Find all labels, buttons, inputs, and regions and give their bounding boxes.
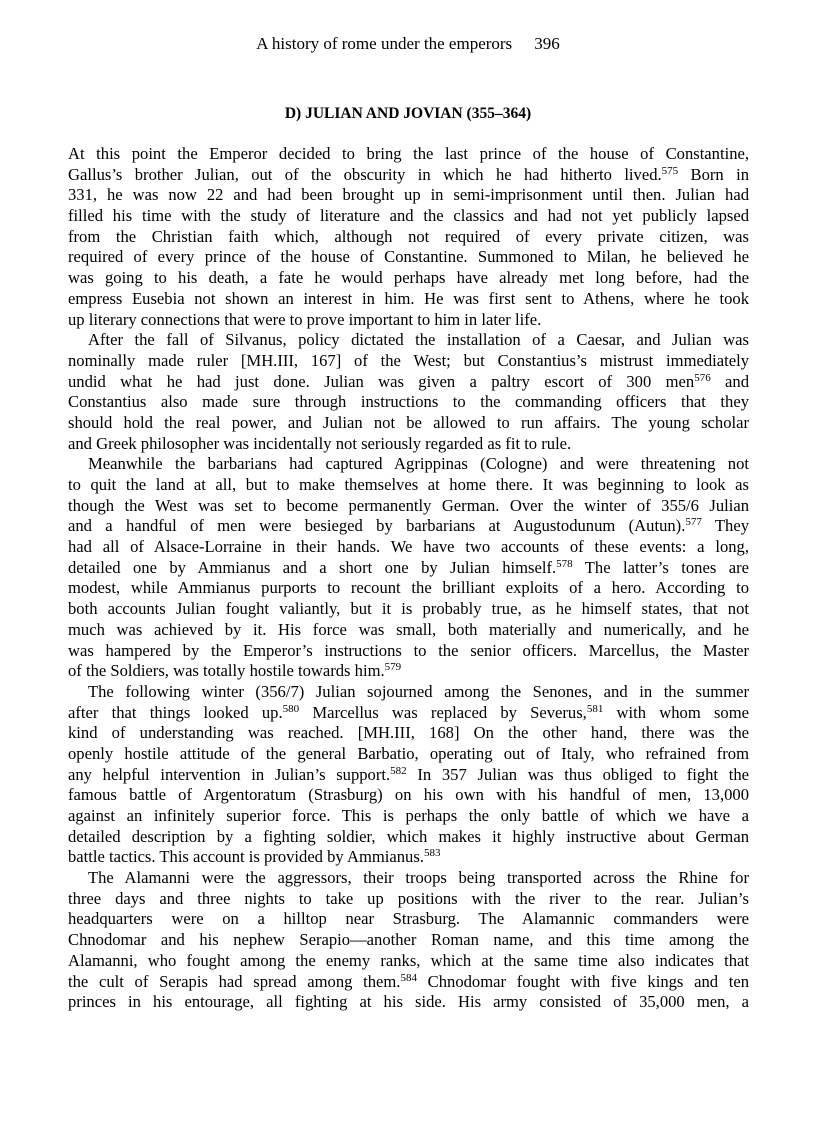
footnote-reference[interactable]: 576 [694,371,711,384]
text-line: Meanwhile the barbarians had captured Agrippinas (Cologne) and were threatening not [88,454,749,474]
text-line: detailed description by a fighting soldier, which makes it highly instructive about German [68,826,749,846]
paragraph [68,682,749,868]
footnote-reference[interactable]: 575 [661,164,679,177]
text-line: headquarters were on a hilltop near Strasburg. The Alamannic commanders were [68,909,749,929]
text-line: though the West was set to become permanently German. Over the winter of 355/6 Julian [68,495,749,515]
footnote-reference[interactable]: 577 [685,516,702,529]
text-line: both accounts Julian fought valiantly, but it is probably true, as he himself states, that not [68,599,749,619]
text-line: battle tactics. This account is provided by Ammianus.$^{583}$ [68,847,441,867]
text-line: Constantius also made sure through instructions to the commanding officers that they [68,392,749,412]
text-line: much was achieved by it. His force was small, both materially and numerically, and he [68,619,749,639]
text-line: any helpful intervention in Julian’s support.$^{582}$ In 357 Julian was thus obliged to fight the [68,764,749,784]
running-title: A history of rome under the emperors [256,34,513,53]
text-line: princes in his entourage, all fighting at his side. His army consisted of 35,000 men, a [68,992,749,1012]
text-line: Gallus’s brother Julian, out of the obscurity in which he had hitherto lived.$^{575}$ Born in [68,164,749,184]
text-line: After the fall of Silvanus, policy dictated the installation of a Caesar, and Julian was [88,330,749,350]
text-line: kind of understanding was reached. [MH.III, 168] On the other hand, there was the [68,723,749,743]
text-line: three days and three nights to take up positions with the river to the rear. Julian’s [68,888,749,908]
text-line: Alamanni, who fought among the enemy ranks, which at the same time also indicates that [68,950,749,970]
footnote-reference[interactable]: 584 [400,971,417,984]
paragraph [68,330,749,454]
text-line: Chnodomar and his nephew Serapio—another Roman name, and this time among the [68,930,749,950]
text-line: the cult of Serapis had spread among them.$^{584}$ Chnodomar fought with five kings and ten [68,971,750,991]
text-line: should hold the real power, and Julian not be allowed to run affairs. The young scholar [68,412,749,432]
footnote-reference[interactable]: 583 [423,847,441,860]
text-line: was going to his death, a fate he would perhaps have already met long before, had the [68,268,749,288]
text-line: 331, he was now 22 and had been brought up in semi-imprisonment until then. Julian had [68,185,749,205]
text-line: modest, while Ammianus purports to recount the brilliant exploits of a hero. According to [68,578,749,598]
text-line: of the Soldiers, was totally hostile towards him.$^{579}$ [68,661,402,681]
text-line: had all of Alsace-Lorraine in their hands. We have two accounts of these events: a long, [68,537,749,557]
footnote-reference[interactable]: 580 [282,702,300,715]
text-line: empress Eusebia not shown an interest in him. He was first sent to Athens, where he took [68,288,749,308]
text-line: after that things looked up.$^{580}$ Marcellus was replaced by Severus,$^{581}$ with whom some [68,702,750,722]
text-line: to quit the land at all, but to make themselves at home there. It was beginning to look as [68,475,749,494]
text-line: and a handful of men were besieged by barbarians at Augustodunum (Autun).$^{577}$ They [68,516,749,536]
paragraph [68,144,749,330]
running-header [0,34,816,54]
footnote-reference[interactable]: 578 [556,557,573,570]
text-line: At this point the Emperor decided to bring the last prince of the house of Constantine, [68,144,749,163]
text-line: famous battle of Argentoratum (Strasburg) on his own with his handful of men, 13,000 [68,785,749,805]
text-line: The Alamanni were the aggressors, their troops being transported across the Rhine for [88,868,749,888]
text-line: openly hostile attitude of the general Barbatio, operating out of Italy, who refrained from [68,743,749,763]
text-line: against an infinitely superior force. This is perhaps the only battle of which we have a [68,806,749,825]
page-number: 396 [534,34,560,53]
text-line: undid what he had just done. Julian was given a paltry escort of 300 men$^{576}$ and [68,371,749,391]
footnote-reference[interactable]: 582 [390,764,407,777]
section-title: D) JULIAN AND JOVIAN (355–364) [284,105,532,122]
paragraph [68,454,749,682]
text-line: nominally made ruler [MH.III, 167] of the West; but Constantius’s mistrust immediately [68,350,749,370]
text-line: up literary connections that were to prove important to him in later life. [68,309,542,329]
footnote-reference[interactable]: 579 [384,661,402,674]
paragraph [68,868,749,1013]
text-line: and Greek philosopher was incidentally not seriously regarded as fit to rule. [68,433,572,453]
body-text [68,144,749,1013]
text-line: detailed one by Ammianus and a short one by Julian himself.$^{578}$ The latter’s tones are [68,557,749,577]
text-line: required of every prince of the house of Constantine. Summoned to Milan, he believed he [68,247,749,267]
text-line: The following winter (356/7) Julian sojourned among the Senones, and in the summer [88,681,749,701]
footnote-reference[interactable]: 581 [586,702,604,715]
text-line: filled his time with the study of literature and the classics and had not yet publicly lapsed [68,206,749,226]
text-line: from the Christian faith which, although not required of every private citizen, was [68,226,749,246]
text-line: was hampered by the Emperor’s instructions to the senior officers. Marcellus, the Master [68,640,749,660]
